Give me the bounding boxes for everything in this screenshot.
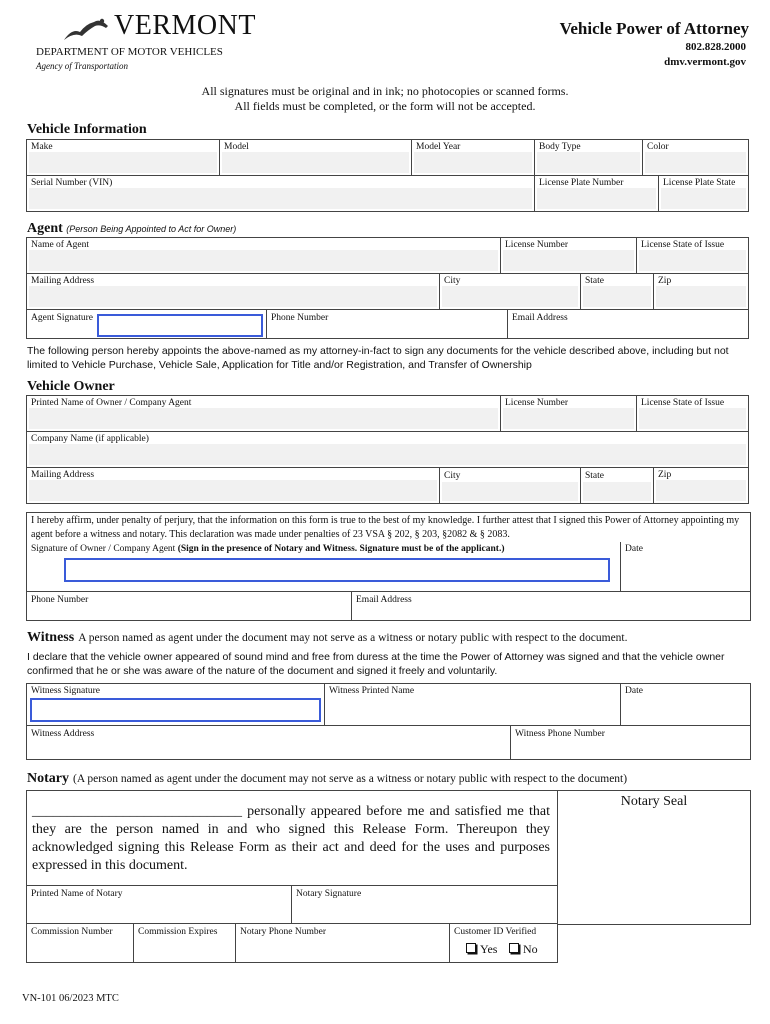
agent-license-number-label: License Number	[505, 240, 569, 250]
agent-zip-field[interactable]	[653, 273, 749, 310]
owner-license-number-field[interactable]	[500, 395, 637, 432]
no-checkbox[interactable]	[509, 943, 519, 953]
yes-label: Yes	[480, 942, 498, 956]
owner-phone-field[interactable]	[26, 591, 352, 621]
owner-printed-name-field[interactable]	[26, 395, 501, 432]
body-type-label: Body Type	[539, 142, 581, 152]
make-field[interactable]	[26, 139, 220, 176]
notary-statement-part2: me that they are the person named in and who signed this Release Form. Thereupon they acknowledged signing this Release Form as their act and deed for the uses and purposes expressed in this document.	[32, 804, 550, 873]
owner-email-label: Email Address	[356, 595, 412, 605]
notary-statement	[32, 803, 550, 875]
dmv-website: dmv.vermont.gov	[664, 56, 746, 68]
owner-license-state-label: License State of Issue	[641, 398, 725, 408]
form-code: VN-101 06/2023 MTC	[22, 993, 119, 1004]
agent-heading	[27, 221, 236, 237]
witness-title: Witness	[27, 630, 75, 645]
notary-signature-label: Notary Signature	[296, 889, 362, 899]
witness-printed-name-label: Witness Printed Name	[329, 686, 415, 696]
owner-date-field[interactable]	[622, 556, 750, 590]
commission-expires-field[interactable]	[133, 923, 236, 963]
notary-printed-name-label: Printed Name of Notary	[31, 889, 123, 899]
owner-state-field[interactable]	[580, 467, 654, 504]
notary-heading	[27, 769, 627, 787]
owner-email-field[interactable]	[351, 591, 751, 621]
owner-city-label: City	[444, 471, 461, 481]
agent-mailing-address-field[interactable]	[26, 273, 440, 310]
form-title: Vehicle Power of Attorney	[559, 19, 749, 38]
notary-seal-label: Notary Seal	[620, 794, 688, 809]
agent-email-label: Email Address	[512, 313, 568, 323]
agent-license-number-field[interactable]	[500, 237, 637, 274]
plate-state-field[interactable]	[658, 175, 749, 212]
yes-checkbox[interactable]	[466, 943, 476, 953]
notary-blank-line: ______________________________	[32, 804, 242, 819]
agent-state-label: State	[585, 276, 604, 286]
owner-signature-caption	[31, 544, 505, 554]
owner-printed-name-label: Printed Name of Owner / Company Agent	[31, 398, 192, 408]
witness-date-label: Date	[625, 686, 643, 696]
witness-signature-label: Witness Signature	[31, 686, 101, 696]
agent-email-field[interactable]	[507, 309, 749, 339]
dept-name: DEPARTMENT OF MOTOR VEHICLES	[36, 46, 223, 58]
id-verified-yes-option[interactable]	[466, 942, 497, 957]
owner-affirmation-text: I hereby affirm, under penalty of perjury, that the information on this form is true to the best of my knowledge. I further attest that I signed this Power of Attorney appointing my agent before a witness and notary. This declaration was made under penalties of 23 VSA § 202, § 203, §2082 & § 2083.	[31, 515, 740, 540]
plate-number-label: License Plate Number	[539, 178, 624, 188]
notice-signatures: All signatures must be original and in ink; no photocopies or scanned forms.	[201, 84, 569, 98]
agent-phone-label: Phone Number	[271, 313, 329, 323]
agency-name: Agency of Transportation	[36, 61, 128, 71]
owner-city-field[interactable]	[439, 467, 581, 504]
agent-title: Agent	[27, 221, 63, 236]
owner-zip-field[interactable]	[653, 467, 749, 504]
owner-heading: Vehicle Owner	[27, 379, 115, 394]
agent-subtitle: (Person Being Appointed to Act for Owner)	[66, 224, 237, 234]
owner-signature-label: Signature of Owner / Company Agent	[31, 544, 176, 554]
owner-signature-box[interactable]	[64, 558, 610, 582]
body-type-field[interactable]	[534, 139, 643, 176]
model-label: Model	[224, 142, 249, 152]
owner-phone-label: Phone Number	[31, 595, 89, 605]
vehicle-info-heading: Vehicle Information	[27, 122, 147, 137]
agent-license-state-label: License State of Issue	[641, 240, 725, 250]
owner-license-number-label: License Number	[505, 398, 569, 408]
customer-id-verified-label: Customer ID Verified	[454, 927, 537, 937]
witness-phone-label: Witness Phone Number	[515, 729, 605, 739]
owner-zip-label: Zip	[658, 470, 672, 480]
plate-number-field[interactable]	[534, 175, 659, 212]
witness-address-label: Witness Address	[31, 729, 95, 739]
owner-date-label: Date	[625, 544, 643, 554]
agent-mailing-address-label: Mailing Address	[31, 276, 95, 286]
notice-fields: All fields must be completed, or the form will not be accepted.	[234, 99, 536, 113]
no-label: No	[523, 942, 538, 956]
agent-name-field[interactable]	[26, 237, 501, 274]
witness-heading	[27, 628, 628, 646]
agent-city-label: City	[444, 276, 461, 286]
agent-signature-box[interactable]	[97, 314, 263, 337]
agent-license-state-field[interactable]	[636, 237, 749, 274]
notary-phone-field[interactable]	[235, 923, 450, 963]
owner-date-divider	[620, 542, 621, 592]
vermont-logo-text: VERMONT	[114, 10, 256, 41]
witness-date-field[interactable]	[620, 683, 751, 726]
agent-state-field[interactable]	[580, 273, 654, 310]
notary-seal-box	[557, 790, 751, 925]
owner-company-name-label: Company Name (if applicable)	[31, 434, 149, 444]
make-label: Make	[31, 142, 53, 152]
agent-city-field[interactable]	[439, 273, 581, 310]
model-year-field[interactable]	[411, 139, 535, 176]
witness-signature-box[interactable]	[30, 698, 321, 722]
commission-number-field[interactable]	[26, 923, 134, 963]
notary-title-note: (A person named as agent under the document may not serve as a witness or notary public with respect to the document)	[73, 773, 628, 785]
color-label: Color	[647, 142, 669, 152]
notary-signature-field[interactable]	[291, 885, 558, 924]
model-field[interactable]	[219, 139, 412, 176]
agent-signature-label: Agent Signature	[31, 313, 94, 323]
notary-phone-label: Notary Phone Number	[240, 927, 327, 937]
vin-label: Serial Number (VIN)	[31, 178, 113, 188]
owner-mailing-address-label: Mailing Address	[31, 470, 95, 480]
witness-declaration: I declare that the vehicle owner appeared of sound mind and free from duress at the time the Power of Attorney was signed and that the vehicle owner confirmed that he or she was aware of the nature of the document and signed it freely and voluntarily.	[27, 651, 725, 677]
commission-expires-label: Commission Expires	[138, 927, 218, 937]
color-field[interactable]	[642, 139, 749, 176]
agent-name-label: Name of Agent	[31, 240, 90, 250]
witness-phone-field[interactable]	[510, 725, 751, 760]
owner-state-label: State	[585, 471, 604, 481]
owner-company-name-field[interactable]	[26, 431, 749, 468]
notary-printed-name-field[interactable]	[26, 885, 292, 924]
witness-address-field[interactable]	[26, 725, 511, 760]
vermont-logo-mountain-icon	[62, 14, 120, 44]
witness-printed-name-field[interactable]	[324, 683, 621, 726]
owner-mailing-address-field[interactable]	[26, 467, 440, 504]
notary-statement-part1: personally appeared before me and satisfied	[247, 804, 502, 819]
vin-field[interactable]	[26, 175, 535, 212]
appointment-statement: The following person hereby appoints the above-named as my attorney-in-fact to sign any documents for the vehicle described above, including but not limited to Vehicle Purchase, Vehicle Sale, Application for Title and/or Registration, and Transfer of Ownership	[27, 345, 729, 371]
plate-state-label: License Plate State	[663, 178, 736, 188]
commission-number-label: Commission Number	[31, 927, 113, 937]
witness-title-note: A person named as agent under the document may not serve as a witness or notary public with respect to the document.	[78, 632, 628, 644]
agent-zip-label: Zip	[658, 276, 672, 286]
notary-title: Notary	[27, 771, 69, 786]
agent-phone-field[interactable]	[266, 309, 508, 339]
owner-license-state-field[interactable]	[636, 395, 749, 432]
model-year-label: Model Year	[416, 142, 461, 152]
owner-signature-note: (Sign in the presence of Notary and Witness. Signature must be of the applicant.)	[177, 544, 505, 554]
dmv-phone: 802.828.2000	[685, 41, 746, 53]
id-verified-no-option[interactable]	[509, 942, 538, 957]
